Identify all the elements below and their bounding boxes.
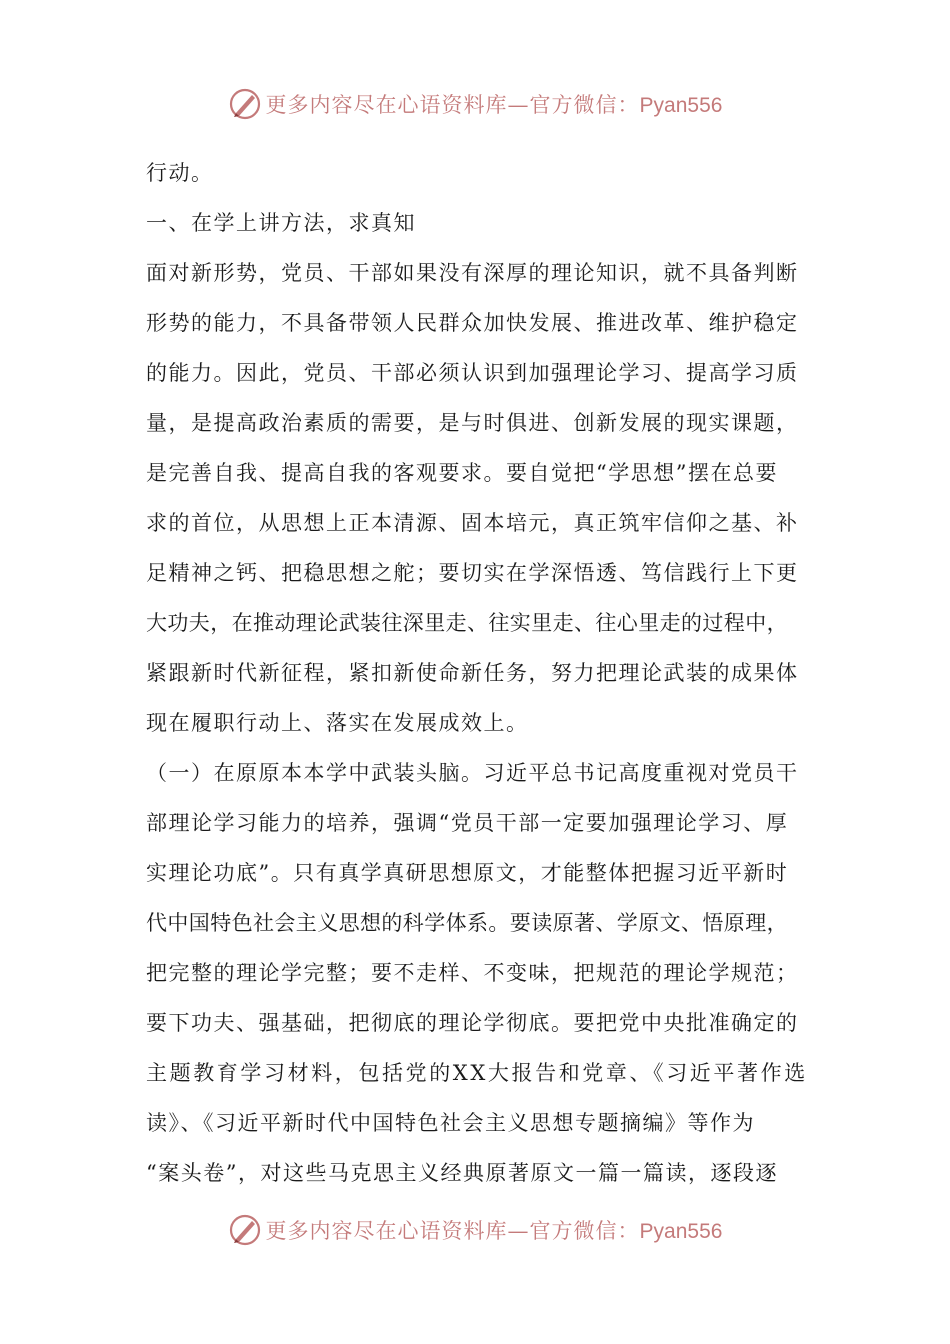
document-body (146, 148, 818, 1198)
text-line: 形势的能力，不具备带领人民群众加快发展、推进改革、维护稳定 (146, 311, 799, 335)
header-banner-text: 更多内容尽在心语资料库—官方微信：Pyan556 (265, 93, 723, 117)
text-line: 面对新形势，党员、干部如果没有深厚的理论知识，就不具备判断 (146, 261, 799, 285)
quill-logo-icon (228, 87, 262, 121)
text-line: 求的首位，从思想上正本清源、固本培元，真正筑牢信仰之基、补 (146, 511, 799, 535)
text-line: 是完善自我、提高自我的客观要求。要自觉把“学思想”摆在总要 (146, 461, 778, 485)
subsection-heading-line: （一）在原原本本学中武装头脑。习近平总书记高度重视对党员干 (146, 761, 799, 785)
footer-banner-handle: Pyan556 (639, 1220, 723, 1243)
text-line: 足精神之钙、把稳思想之舵；要切实在学深悟透、笃信践行上下更 (146, 561, 799, 585)
footer-banner-text: 更多内容尽在心语资料库—官方微信：Pyan556 (265, 1219, 723, 1243)
text-line: 部理论学习能力的培养，强调“党员干部一定要加强理论学习、厚 (146, 811, 789, 835)
text-line: “案头卷”，对这些马克思主义经典原著原文一篇一篇读，逐段逐 (146, 1161, 778, 1185)
text-line: 行动。 (146, 161, 214, 185)
text-line: 代中国特色社会主义思想的科学体系。要读原著、学原文、悟原理， (146, 911, 788, 935)
text-line: 要下功夫、强基础，把彻底的理论学彻底。要把党中央批准确定的 (146, 1011, 799, 1035)
text-line: 紧跟新时代新征程，紧扣新使命新任务，努力把理论武装的成果体 (146, 661, 799, 685)
footer-watermark-banner (0, 1210, 950, 1250)
text-line: 的能力。因此，党员、干部必须认识到加强理论学习、提高学习质 (146, 361, 799, 385)
text-line: 把完整的理论学完整；要不走样、不变味，把规范的理论学规范； (146, 961, 799, 985)
text-line: 实理论功底”。只有真学真研思想原文，才能整体把握习近平新时 (146, 861, 789, 885)
header-watermark-banner (0, 84, 950, 124)
text-line: 大功夫，在推动理论武装往深里走、往实里走、往心里走的过程中， (146, 611, 788, 635)
text-line: 主题教育学习材料，包括党的XX大报告和党章、《习近平著作选 (146, 1061, 808, 1085)
text-line: 量，是提高政治素质的需要，是与时俱进、创新发展的现实课题， (146, 411, 799, 435)
header-banner-handle: Pyan556 (639, 94, 723, 117)
section-heading: 一、在学上讲方法，求真知 (146, 211, 416, 235)
text-line: 读》、《习近平新时代中国特色社会主义思想专题摘编》等作为 (146, 1111, 755, 1135)
text-line: 现在履职行动上、落实在发展成效上。 (146, 711, 529, 735)
quill-logo-icon (228, 1213, 262, 1247)
